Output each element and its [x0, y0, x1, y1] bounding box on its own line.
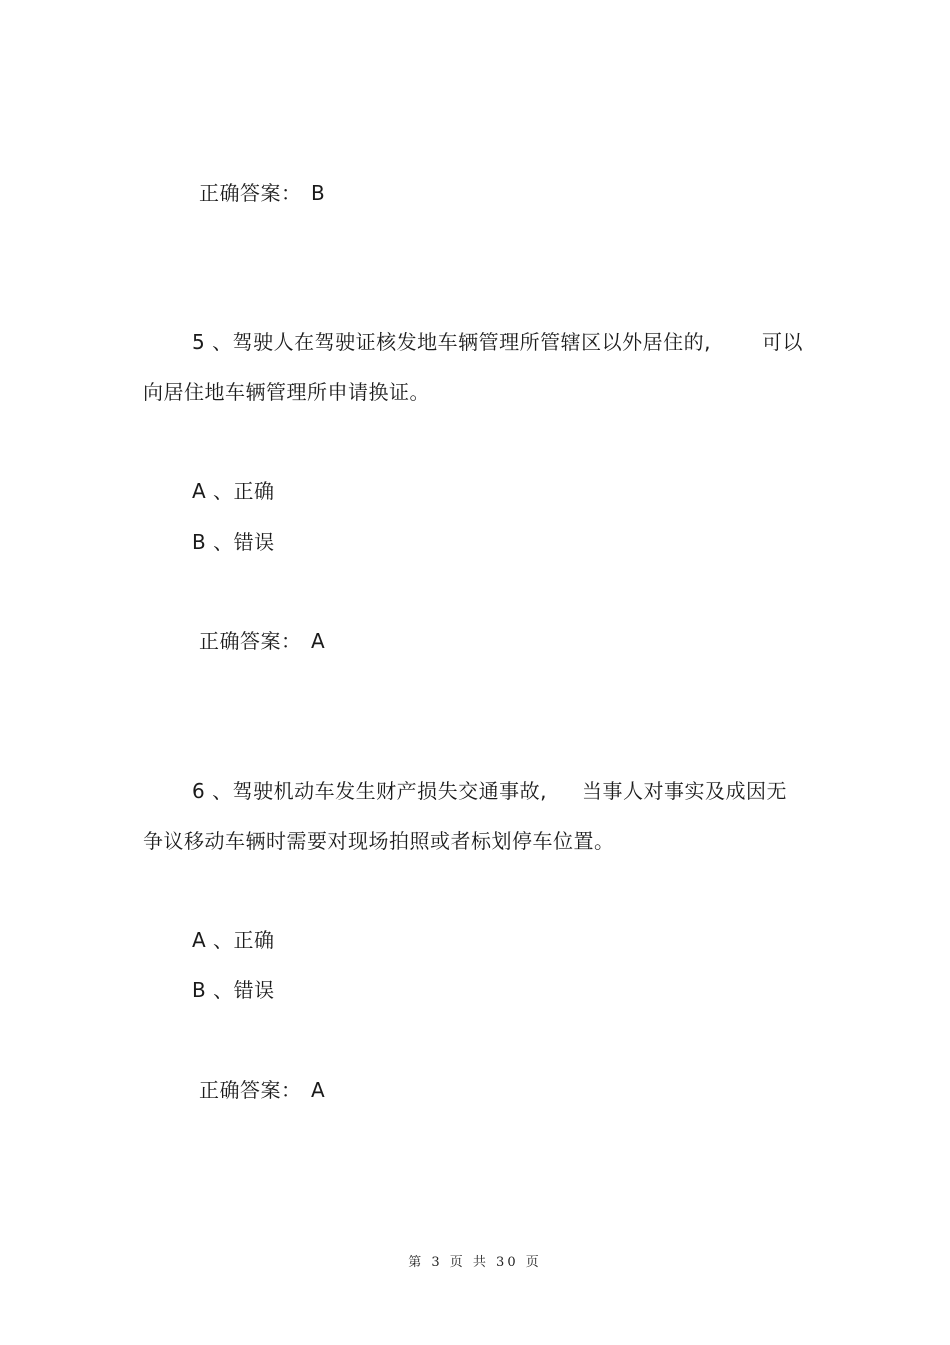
option-a: A 、正确	[192, 928, 275, 952]
option-a: A 、正确	[192, 479, 275, 503]
question-text-line2: 向居住地车辆管理所申请换证。	[143, 380, 430, 404]
answer-value: A	[311, 1078, 326, 1102]
answer-label: 正确答案：	[199, 1078, 302, 1102]
page-footer: 第 3 页 共 30 页	[408, 1255, 542, 1270]
answer-label: 正确答案：	[199, 629, 302, 653]
question-text-line2: 争议移动车辆时需要对现场拍照或者标划停车位置。	[143, 829, 615, 853]
answer-value: A	[311, 629, 326, 653]
answer-label: 正确答案：	[199, 181, 302, 205]
question-text-line1: 6 、驾驶机动车发生财产损失交通事故,	[192, 779, 547, 803]
question-text-line1-end: 可以	[762, 330, 803, 354]
option-b: B 、错误	[192, 978, 275, 1002]
question-text-line1-end: 当事人对事实及成因无	[582, 779, 787, 803]
option-b: B 、错误	[192, 530, 275, 554]
answer-value: B	[311, 181, 326, 205]
question-text-line1: 5 、驾驶人在驾驶证核发地车辆管理所管辖区以外居住的,	[192, 330, 711, 354]
